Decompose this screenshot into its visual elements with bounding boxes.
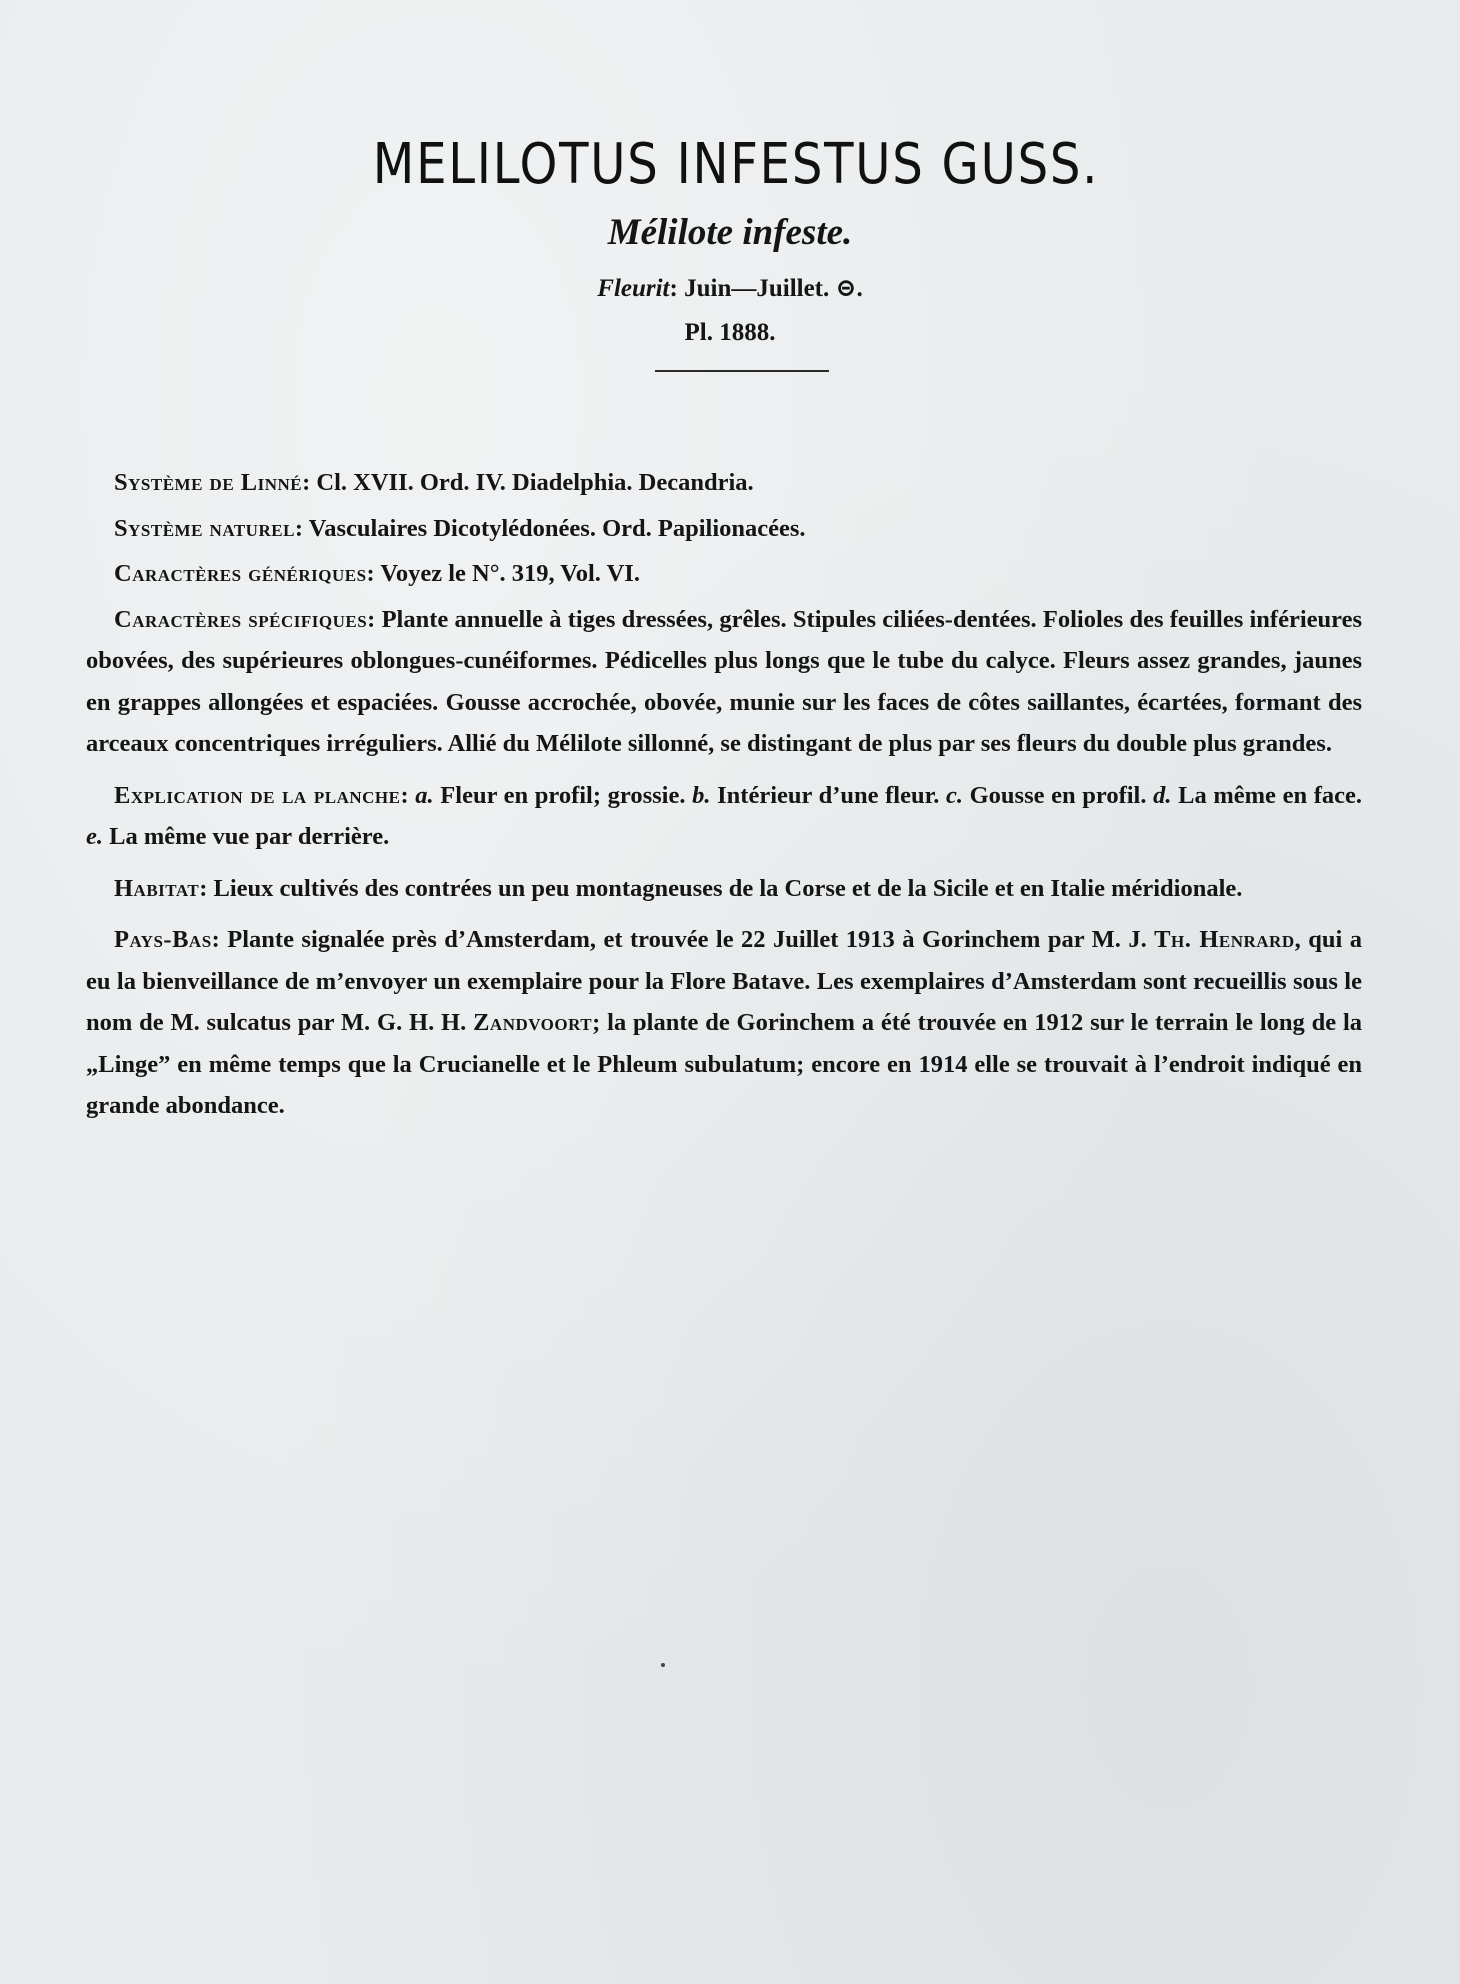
description-body [86,462,1362,1137]
figure-text: Fleur en profil; grossie. [433,781,693,809]
divider [655,370,829,372]
section-label: Explication de la planche [114,781,401,809]
paragraph-naturel [86,508,1362,550]
section-text: : Plante signalée près d’Amsterdam, et trouvée le 22 Juillet 1913 à Gorinchem par M. J. [211,926,1155,953]
paragraph-specifiques [86,599,1362,765]
section-text: : Plante annuelle à tiges dressées, grêles. Stipules ciliées-dentées. Folioles des feuilles inférieures obovées, des supérieures oblongues-cunéiformes. Pédicelles plus longs que le tube du calyce. Fleurs assez grandes, jaunes en grappes allongées et espaciées. Gousse accrochée, obovée, munie sur les faces de côtes saillantes, écartées, formant des arceaux concentriques irréguliers. Allié du Mélilote sillonné, se distingant de plus par ses fleurs du double plus grandes. [86,605,1362,757]
figure-text: Intérieur d’une fleur. [710,781,946,809]
person-name: Th. Henrard [1154,926,1295,953]
section-text: : Lieux cultivés des contrées un peu montagneuses de la Corse et de la Sicile et en Italie méridionale. [199,874,1243,902]
paragraph-generiques [86,553,1362,595]
printer-mark [661,1663,665,1667]
flowering-label: Fleurit [597,275,670,302]
page-title: MELILOTUS INFESTUS GUSS. [372,132,1100,197]
figure-letter: d. [1153,781,1172,809]
section-label: Pays-Bas [114,926,212,953]
header [0,128,1460,372]
figure-text: Gousse en profil. [962,781,1154,809]
person-name: Zandvoort [473,1009,593,1036]
flowering-value: : Juin—Juillet. ⊝. [669,275,863,302]
figure-letter: c. [945,781,963,809]
figure-letter: a. [415,781,434,809]
paragraph-habitat [86,868,1362,910]
section-label: Système de Linné [114,469,303,496]
paragraph-linne [86,462,1362,504]
section-text: : Cl. XVII. Ord. IV. Diadelphia. Decandria. [302,469,754,496]
paragraph-paysbas [86,919,1362,1127]
paragraph-explication: Explication de la planche: a. Fleur en profil; grossie. b. Intérieur d’une fleur. c. Gousse en profil. d. La même en face. e. La même vue par derrière. [86,781,1362,850]
section-text: : Vasculaires Dicotylédonées. Ord. Papilionacées. [294,514,806,542]
figure-letter: e. [86,823,103,850]
section-text: , qui a eu la bienveillance de m’envoyer un exemplaire pour la Flore Batave. Les exemplaires d’Amsterdam sont recueillis sous le nom de M. sulcatus par M. G. H. H. [86,926,1362,1036]
figure-letter: b. [692,781,711,809]
section-text: ; la plante de Gorinchem a été trouvée en 1912 sur le terrain le long de la „Linge” en même temps que la Crucianelle et le Phleum subulatum; encore en 1914 elle se trouvait à l’endroit indiqué en grande abondance. [86,1009,1363,1119]
common-name: Mélilote infeste. [607,212,853,253]
flowering-line [0,272,1460,306]
section-text: : Voyez le N°. 319, Vol. VI. [366,560,640,587]
section-label: Caractères spécifiques [114,605,368,633]
figure-text: La même en face. [1171,781,1362,809]
section-label: Habitat [114,874,200,902]
plate-number: Pl. 1888. [684,319,776,346]
section-label: Caractères génériques [114,560,367,587]
section-label: Système naturel [114,514,295,542]
figure-text: La même vue par derrière. [103,823,390,850]
